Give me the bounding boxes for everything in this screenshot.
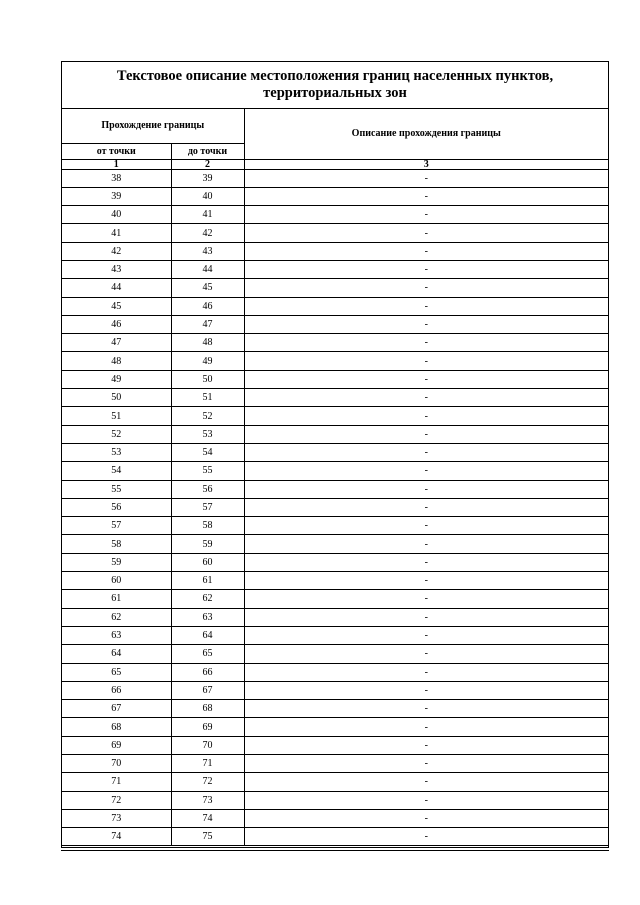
cell-description: -	[244, 700, 608, 718]
cell-from-point: 41	[62, 224, 171, 242]
cell-to-point: 58	[171, 517, 244, 535]
cell-description: -	[244, 407, 608, 425]
table-row	[62, 572, 608, 590]
cell-to-point: 66	[171, 663, 244, 681]
cell-description: -	[244, 755, 608, 773]
table-body	[62, 169, 608, 846]
cell-from-point: 74	[62, 828, 171, 846]
cell-from-point: 52	[62, 425, 171, 443]
cell-from-point: 60	[62, 572, 171, 590]
cell-from-point: 59	[62, 553, 171, 571]
table-row	[62, 663, 608, 681]
cell-to-point: 54	[171, 443, 244, 461]
cell-from-point: 56	[62, 498, 171, 516]
cell-from-point: 50	[62, 389, 171, 407]
cell-to-point: 40	[171, 187, 244, 205]
cell-to-point: 44	[171, 260, 244, 278]
table-row	[62, 425, 608, 443]
cell-from-point: 46	[62, 315, 171, 333]
title-line-2: территориальных зон	[263, 85, 407, 101]
cell-description: -	[244, 279, 608, 297]
cell-from-point: 67	[62, 700, 171, 718]
cell-to-point: 68	[171, 700, 244, 718]
cell-to-point: 56	[171, 480, 244, 498]
cell-description: -	[244, 517, 608, 535]
cell-description: -	[244, 535, 608, 553]
table-row	[62, 553, 608, 571]
cell-from-point: 61	[62, 590, 171, 608]
cell-from-point: 63	[62, 626, 171, 644]
table-row	[62, 736, 608, 754]
cell-description: -	[244, 443, 608, 461]
cell-to-point: 47	[171, 315, 244, 333]
cell-to-point: 60	[171, 553, 244, 571]
cell-to-point: 74	[171, 809, 244, 827]
cell-description: -	[244, 260, 608, 278]
cell-description: -	[244, 791, 608, 809]
cell-description: -	[244, 645, 608, 663]
cell-from-point: 45	[62, 297, 171, 315]
cell-to-point: 55	[171, 462, 244, 480]
bottom-rule	[61, 850, 609, 851]
table-row	[62, 206, 608, 224]
cell-from-point: 57	[62, 517, 171, 535]
table-row	[62, 242, 608, 260]
cell-to-point: 46	[171, 297, 244, 315]
cell-to-point: 43	[171, 242, 244, 260]
table-row	[62, 700, 608, 718]
table-row	[62, 681, 608, 699]
table-row	[62, 352, 608, 370]
cell-to-point: 39	[171, 169, 244, 187]
table-row	[62, 535, 608, 553]
cell-from-point: 39	[62, 187, 171, 205]
header-to-point: до точки	[171, 143, 244, 159]
cell-from-point: 65	[62, 663, 171, 681]
cell-to-point: 42	[171, 224, 244, 242]
table-row	[62, 517, 608, 535]
table-row	[62, 370, 608, 388]
table-row	[62, 334, 608, 352]
cell-to-point: 69	[171, 718, 244, 736]
cell-from-point: 71	[62, 773, 171, 791]
cell-description: -	[244, 608, 608, 626]
cell-to-point: 75	[171, 828, 244, 846]
cell-from-point: 40	[62, 206, 171, 224]
cell-description: -	[244, 590, 608, 608]
cell-to-point: 52	[171, 407, 244, 425]
cell-from-point: 68	[62, 718, 171, 736]
table-row	[62, 279, 608, 297]
cell-from-point: 72	[62, 791, 171, 809]
boundary-table	[62, 109, 608, 846]
cell-to-point: 57	[171, 498, 244, 516]
cell-to-point: 65	[171, 645, 244, 663]
table-row	[62, 297, 608, 315]
cell-to-point: 53	[171, 425, 244, 443]
table-row	[62, 462, 608, 480]
cell-from-point: 47	[62, 334, 171, 352]
cell-description: -	[244, 242, 608, 260]
cell-description: -	[244, 736, 608, 754]
cell-to-point: 50	[171, 370, 244, 388]
cell-from-point: 58	[62, 535, 171, 553]
cell-to-point: 67	[171, 681, 244, 699]
cell-description: -	[244, 681, 608, 699]
cell-from-point: 49	[62, 370, 171, 388]
cell-from-point: 62	[62, 608, 171, 626]
table-row	[62, 809, 608, 827]
cell-description: -	[244, 480, 608, 498]
table-row	[62, 407, 608, 425]
cell-description: -	[244, 553, 608, 571]
cell-description: -	[244, 169, 608, 187]
cell-from-point: 38	[62, 169, 171, 187]
cell-from-point: 69	[62, 736, 171, 754]
table-row	[62, 480, 608, 498]
table-row	[62, 791, 608, 809]
cell-description: -	[244, 663, 608, 681]
cell-description: -	[244, 352, 608, 370]
table-row	[62, 498, 608, 516]
cell-description: -	[244, 297, 608, 315]
cell-from-point: 66	[62, 681, 171, 699]
cell-description: -	[244, 425, 608, 443]
cell-from-point: 54	[62, 462, 171, 480]
table-row	[62, 224, 608, 242]
cell-description: -	[244, 370, 608, 388]
cell-description: -	[244, 315, 608, 333]
cell-from-point: 64	[62, 645, 171, 663]
cell-description: -	[244, 389, 608, 407]
table-row	[62, 187, 608, 205]
header-from-point: от точки	[62, 143, 171, 159]
cell-from-point: 48	[62, 352, 171, 370]
table-row	[62, 590, 608, 608]
cell-from-point: 44	[62, 279, 171, 297]
cell-from-point: 43	[62, 260, 171, 278]
cell-to-point: 49	[171, 352, 244, 370]
cell-to-point: 73	[171, 791, 244, 809]
table-row	[62, 755, 608, 773]
cell-from-point: 70	[62, 755, 171, 773]
cell-to-point: 62	[171, 590, 244, 608]
cell-from-point: 53	[62, 443, 171, 461]
cell-to-point: 72	[171, 773, 244, 791]
cell-from-point: 51	[62, 407, 171, 425]
table-row	[62, 443, 608, 461]
cell-description: -	[244, 498, 608, 516]
cell-description: -	[244, 206, 608, 224]
cell-description: -	[244, 224, 608, 242]
cell-description: -	[244, 809, 608, 827]
document-sheet	[61, 61, 609, 848]
column-number-3: 3	[244, 159, 608, 169]
cell-to-point: 71	[171, 755, 244, 773]
cell-description: -	[244, 334, 608, 352]
cell-description: -	[244, 773, 608, 791]
document-title	[62, 62, 608, 109]
header-boundary-passage: Прохождение границы	[62, 109, 244, 143]
table-row	[62, 718, 608, 736]
table-row	[62, 626, 608, 644]
cell-to-point: 59	[171, 535, 244, 553]
cell-to-point: 63	[171, 608, 244, 626]
cell-to-point: 61	[171, 572, 244, 590]
cell-description: -	[244, 187, 608, 205]
cell-description: -	[244, 718, 608, 736]
cell-description: -	[244, 462, 608, 480]
cell-from-point: 55	[62, 480, 171, 498]
cell-to-point: 70	[171, 736, 244, 754]
table-row	[62, 645, 608, 663]
title-line-1: Текстовое описание местоположения границ населенных пунктов,	[116, 68, 554, 84]
cell-from-point: 42	[62, 242, 171, 260]
header-description: Описание прохождения границы	[244, 109, 608, 159]
table-row	[62, 315, 608, 333]
cell-description: -	[244, 828, 608, 846]
cell-to-point: 45	[171, 279, 244, 297]
table-row	[62, 608, 608, 626]
table-row	[62, 260, 608, 278]
table-row	[62, 389, 608, 407]
cell-description: -	[244, 626, 608, 644]
cell-from-point: 73	[62, 809, 171, 827]
cell-to-point: 48	[171, 334, 244, 352]
cell-to-point: 51	[171, 389, 244, 407]
cell-description: -	[244, 572, 608, 590]
column-number-1: 1	[62, 159, 171, 169]
cell-to-point: 64	[171, 626, 244, 644]
column-number-2: 2	[171, 159, 244, 169]
table-row	[62, 169, 608, 187]
table-row	[62, 773, 608, 791]
cell-to-point: 41	[171, 206, 244, 224]
table-row	[62, 828, 608, 846]
